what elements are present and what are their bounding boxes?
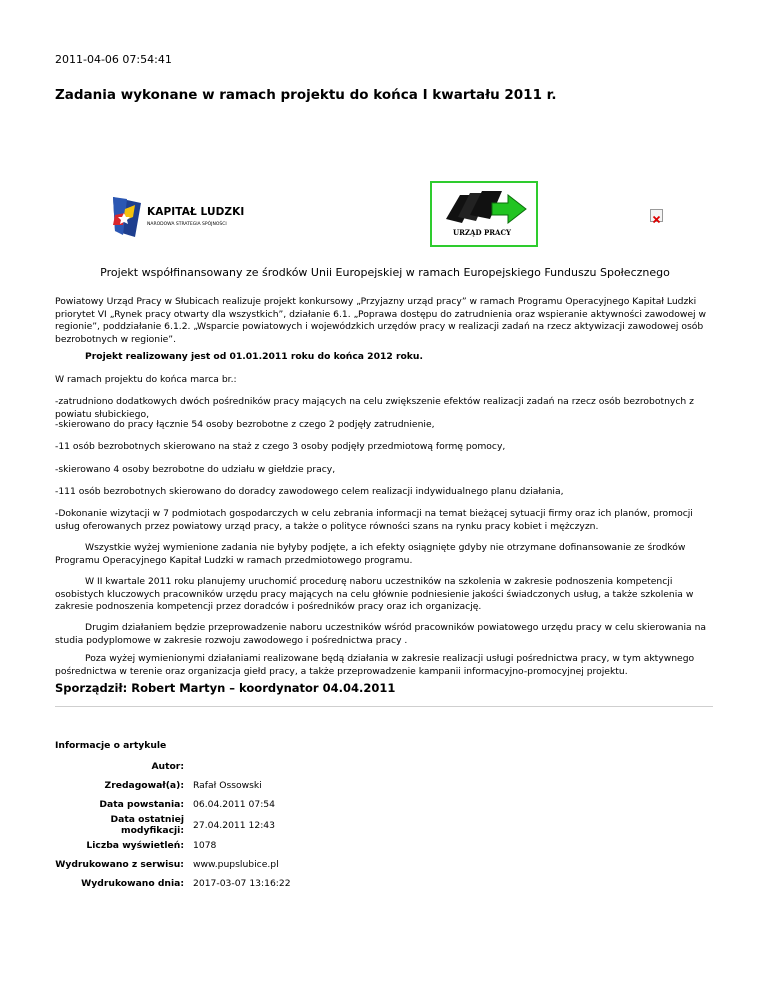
body-paragraph: W II kwartale 2011 roku planujemy uruchomić procedurę naboru uczestników na szkolenia w zakresie podnoszenia kompetencji osobistych kluczowych pracowników urzędu pracy mających na celu głównie podniesienie jakości świadczonych usług, a także szkolenia w zakresie podnoszenia kompetencji przez doradców i pośredników pracy oraz ich organizację. [55, 576, 694, 612]
kapital-ludzki-name: KAPITAŁ LUDZKI [147, 206, 245, 218]
article-info-heading: Informacje o artykule [55, 740, 167, 751]
info-value: www.pupslubice.pl [193, 859, 279, 870]
task-item: -11 osób bezrobotnych skierowano na staż z czego 3 osoby podjęły przedmiotową formę pomocy, [55, 441, 506, 452]
project-period: Projekt realizowany jest od 01.01.2011 roku do końca 2012 roku. [85, 351, 423, 362]
urzad-pracy-logo [430, 181, 538, 247]
info-label: Wydrukowano dnia: [81, 878, 184, 889]
info-row [55, 776, 291, 795]
cofinancing-caption: Projekt współfinansowany ze środków Unii Europejskiej w ramach Europejskiego Funduszu Społecznego [100, 266, 670, 279]
info-value [193, 757, 291, 776]
info-row [55, 836, 291, 855]
body-paragraph: Wszystkie wyżej wymienione zadania nie byłyby podjęte, a ich efekty osiągnięte gdyby nie otrzymane dofinansowanie ze środków Programu Operacyjnego Kapitał Ludzki w ramach przedmiotowego programu. [55, 542, 686, 566]
article-info-table [55, 757, 291, 893]
info-label: Wydrukowano z serwisu: [55, 859, 184, 870]
info-label: Zredagował(a): [104, 780, 184, 791]
body-paragraph: W ramach projektu do końca marca br.: [55, 374, 237, 385]
intro-paragraph: Powiatowy Urząd Pracy w Słubicach realizuje projekt konkursowy „Przyjazny urząd pracy” w ramach Programu Operacyjnego Kapitał Ludzki priorytet VI „Rynek pracy otwarty dla wszystkich”, działanie 6.1. „Poprawa dostępu do zatrudnienia oraz wspieranie aktywności zawodowej w regionie”, poddziałanie 6.1.2. „Wsparcie powiatowych i wojewódzkich urzędów pracy w realizacji zadań na rzecz aktywizacji zawodowej osób bezrobotnych w regionie”. [55, 296, 706, 345]
separator [55, 706, 713, 707]
info-value: 06.04.2011 07:54 [193, 799, 276, 810]
info-value: 27.04.2011 12:43 [193, 819, 276, 831]
info-label: Liczba wyświetleń: [86, 840, 184, 851]
body-paragraph: Drugim działaniem będzie przeprowadzenie naboru uczestników wśród pracowników powiatowego urzędu pracy w celu skierowania na studia podyplomowe w zakresie rozwoju zawodowego i pośrednictwa pracy . [55, 622, 707, 646]
info-value: Rafał Ossowski [193, 780, 262, 791]
kapital-ludzki-subtitle: NARODOWA STRATEGIA SPÓJNOŚCI [147, 222, 227, 227]
task-item: -Dokonanie wizytacji w 7 podmiotach gospodarczych w celu zebrania informacji na temat bieżącej sytuacji firmy oraz ich planów, promocji usług oferowanych przez powiatowy urząd pracy, a także o polityce równości szans na rynku pracy kobiet i mężczyzn. [55, 508, 693, 532]
signature: Sporządził: Robert Martyn – koordynator 04.04.2011 [55, 681, 396, 695]
info-label: Autor: [151, 761, 184, 772]
task-item: -skierowano do pracy łącznie 54 osoby bezrobotne z czego 2 podjęły zatrudnienie, [55, 419, 435, 430]
info-row [55, 814, 291, 836]
info-value: 1078 [193, 840, 217, 851]
logo-bar [55, 181, 715, 249]
article-timestamp: 2011-04-06 07:54:41 [55, 53, 172, 66]
info-value: 2017-03-07 13:16:22 [193, 878, 291, 889]
body-paragraph: Poza wyżej wymienionymi działaniami realizowane będą działania w zakresie realizacji usługi pośrednictwa pracy, w tym aktywnego pośrednictwa w terenie oraz organizacja giełd pracy, a także przeprowadzenie kampanii informacyjno-promocyjnej projektu. [55, 653, 695, 677]
info-label: Data ostatniej modyfikacji: [110, 814, 184, 836]
broken-image-icon [650, 209, 663, 222]
kapital-ludzki-emblem-icon [111, 195, 145, 239]
info-row [55, 757, 291, 776]
urzad-pracy-label: URZĄD PRACY [453, 228, 512, 237]
task-item: -zatrudniono dodatkowych dwóch pośredników pracy mających na celu zwiększenie efektów realizacji zadań na rzecz osób bezrobotnych z powiatu słubickiego, [55, 396, 694, 420]
info-label: Data powstania: [99, 799, 184, 810]
info-row [55, 795, 291, 814]
kapital-ludzki-logo [111, 195, 261, 239]
info-row [55, 855, 291, 874]
info-row [55, 874, 291, 893]
task-item: -skierowano 4 osoby bezrobotne do udziału w giełdzie pracy, [55, 464, 336, 475]
article-title: Zadania wykonane w ramach projektu do końca I kwartału 2011 r. [55, 87, 557, 103]
task-item: -111 osób bezrobotnych skierowano do doradcy zawodowego celem realizacji indywidualnego planu działania, [55, 486, 564, 497]
